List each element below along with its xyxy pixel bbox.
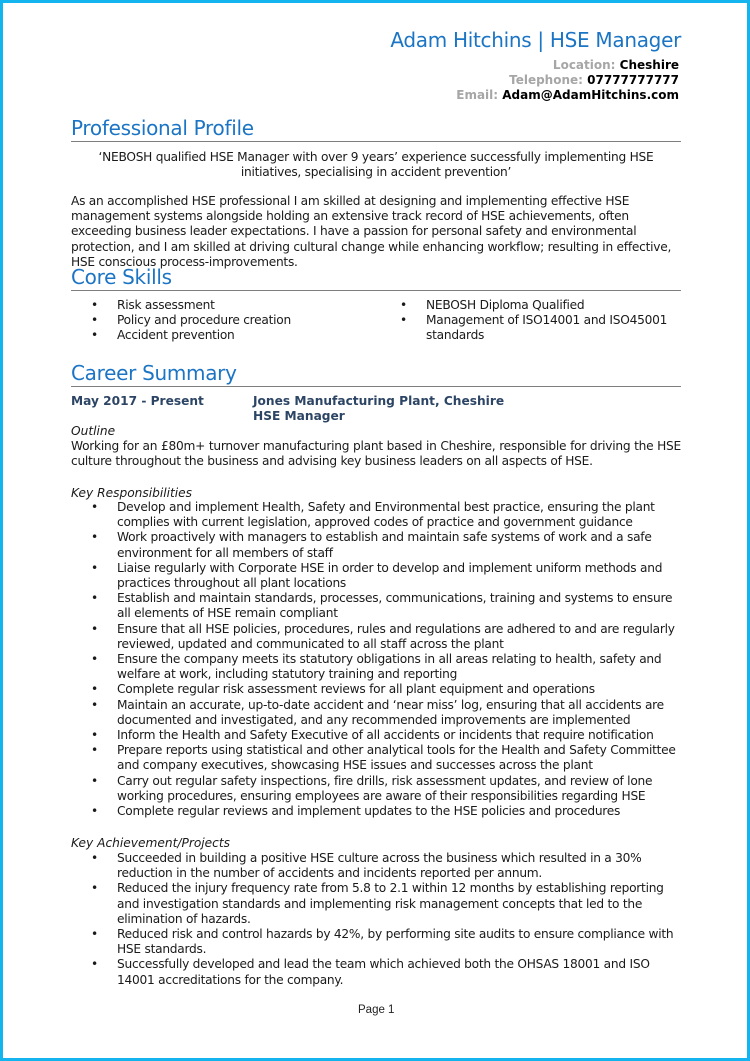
achievement-item: • Successfully developed and lead the team which achieved both the OHSAS 18001 and ISO 14001 accreditations for the company. [71, 957, 683, 987]
name-title: Adam Hitchins | HSE Manager [390, 28, 681, 52]
skill-item: • NEBOSH Diploma Qualified [380, 298, 670, 313]
achievements-label: Key Achievement/Projects [71, 836, 231, 850]
job-outline: Working for an £80m+ turnover manufacturing plant based in Cheshire, responsible for driving the HSE culture throughout the business and advising key business leaders on all aspects of HSE. [71, 439, 681, 469]
skills-list-left [71, 298, 371, 344]
job-dates: May 2017 - Present [71, 394, 204, 408]
contact-label: Email: [456, 88, 499, 102]
skill-item: • Accident prevention [71, 328, 371, 343]
responsibility-item: • Ensure that all HSE policies, procedures, rules and regulations are adhered to and are regularly reviewed, updated and communicated to all staff across the plant [71, 622, 683, 652]
responsibilities-list [71, 500, 683, 819]
section-title-profile: Professional Profile [71, 116, 681, 142]
achievement-item: • Reduced risk and control hazards by 42%, by performing site audits to ensure compliance with HSE standards. [71, 927, 683, 957]
responsibility-item: • Inform the Health and Safety Executive of all accidents or incidents that require notification [71, 728, 683, 743]
skill-item: • Policy and procedure creation [71, 313, 371, 328]
responsibility-item: • Develop and implement Health, Safety and Environmental best practice, ensuring the plant complies with current legislation, approved codes of practice and government guidance [71, 500, 683, 530]
responsibility-item: • Complete regular risk assessment reviews for all plant equipment and operations [71, 682, 683, 697]
skill-item: • Management of ISO14001 and ISO45001 standards [380, 313, 670, 343]
page-number: Page 1 [358, 1004, 395, 1016]
profile-body: As an accomplished HSE professional I am skilled at designing and implementing effective HSE management systems alongside holding an extensive track record of HSE achievements, often exceeding business leader expectations. I have a passion for personal safety and environmental protection, and I am skilled at driving cultural change while enhancing workflow; resulting in effective, HSE conscious process-improvements. [71, 194, 672, 269]
responsibility-item: • Maintain an accurate, up-to-date accident and ‘near miss’ log, ensuring that all accidents are documented and investigated, and any recommended improvements are implemented [71, 698, 683, 728]
responsibility-item: • Work proactively with managers to establish and maintain safe systems of work and a safe environment for all members of staff [71, 530, 683, 560]
contact-value: 07777777777 [587, 73, 679, 87]
responsibility-item: • Ensure the company meets its statutory obligations in all areas relating to health, safety and welfare at work, including statutory training and reporting [71, 652, 683, 682]
job-employer: Jones Manufacturing Plant, Cheshire [253, 394, 505, 408]
responsibility-item: • Prepare reports using statistical and other analytical tools for the Health and Safety Committee and company executives, showcasing HSE issues and successes across the plant [71, 743, 683, 773]
responsibility-item: • Carry out regular safety inspections, fire drills, risk assessment updates, and review of lone working procedures, ensuring employees are aware of their responsibilities regarding HSE [71, 774, 683, 804]
profile-quote: ‘NEBOSH qualified HSE Manager with over 9 years’ experience successfully implementing HSE initiatives, specialising in accident prevention’ [98, 150, 654, 180]
section-title-career: Career Summary [71, 361, 681, 387]
contact-value: Cheshire [619, 58, 679, 72]
achievements-list [71, 851, 683, 988]
contact-label: Telephone: [509, 73, 583, 87]
contact-label: Location: [552, 58, 616, 72]
section-title-skills: Core Skills [71, 265, 681, 291]
responsibility-item: • Establish and maintain standards, processes, communications, training and systems to ensure all elements of HSE remain compliant [71, 591, 683, 621]
skill-item: • Risk assessment [71, 298, 371, 313]
achievement-item: • Reduced the injury frequency rate from 5.8 to 2.1 within 12 months by establishing reporting and investigation standards and implementing risk management concepts that led to the elimination of hazards. [71, 881, 683, 927]
contact-email [456, 88, 679, 102]
job-role: HSE Manager [253, 409, 345, 423]
achievement-item: • Succeeded in building a positive HSE culture across the business which resulted in a 30% reduction in the number of accidents and incidents reported per annum. [71, 851, 683, 881]
skills-list-right [380, 298, 670, 344]
responsibility-item: • Liaise regularly with Corporate HSE in order to develop and implement uniform methods and practices throughout all plant locations [71, 561, 683, 591]
responsibility-item: • Complete regular reviews and implement updates to the HSE policies and procedures [71, 804, 683, 819]
outline-label: Outline [71, 424, 116, 438]
responsibilities-label: Key Responsibilities [71, 486, 193, 500]
contact-location [553, 58, 679, 72]
contact-telephone [509, 73, 679, 87]
contact-value: Adam@AdamHitchins.com [502, 88, 679, 102]
